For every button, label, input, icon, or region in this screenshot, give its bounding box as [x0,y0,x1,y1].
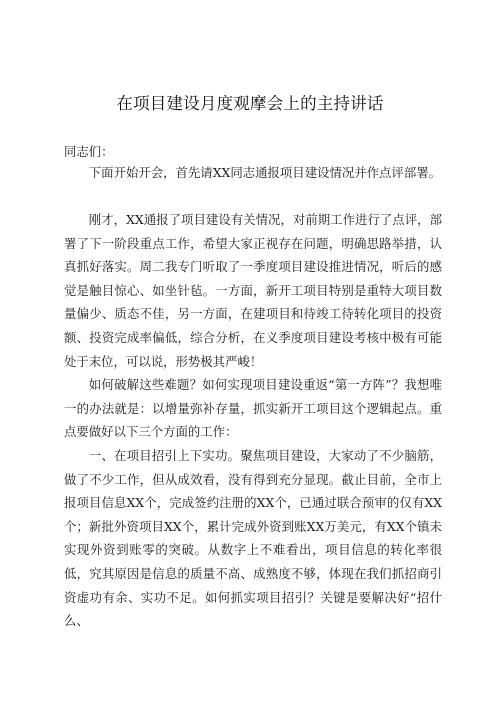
paragraph-situation: 刚才，XX通报了项目建设有关情况，对前期工作进行了点评，部署了下一阶段重点工作，希望大家正视存在问题，明确思路举措，认真抓好落实。周二我专门听取了一季度项目建设推进情况，听后的感觉是触目惊心、如坐针毡。一方面，新开工项目特别是重特大项目数量偏少、质态不佳，另一方面，在建项目和待竣工待转化项目的投资额、投资完成率偏低，综合分析，在义季度项目建设考核中极有可能处于末位，可以说，形势极其严峻！ [64,212,442,369]
paragraph-intro: 下面开始开会，首先请XX同志通报项目建设情况并作点评部署。 [88,165,441,180]
salutation: 同志们： [64,144,114,159]
document-title: 在项目建设月度观摩会上的主持讲话 [116,94,384,113]
paragraph-question: 如何破解这些难题？如何实现项目建设重返“第一方阵”？我想唯一的办法就是：以增量弥补存量，抓实新开工项目这个逻辑起点。重点要做好以下三个方面的工作： [64,377,442,440]
paragraph-section-one: 一、在项目招引上下实功。聚焦项目建设，大家动了不少脑筋，做了不少工作，但从成效看，没有得到充分显现。截止目前，全市上报项目信息XX个，完成签约注册的XX个，已通过联合预审的仅有XX个；新批外资项目XX个，累计完成外资到账XX万美元，有XX个镇未实现外资到账零的突破。从数字上不难看出，项目信息的转化率很低，究其原因是信息的质量不高、成熟度不够，体现在我们抓招商引资虚功有余、实功不足。如何抓实项目招引？关键是要解决好“招什么、 [64,447,442,629]
body-block [64,208,442,633]
intro-block [64,161,442,185]
